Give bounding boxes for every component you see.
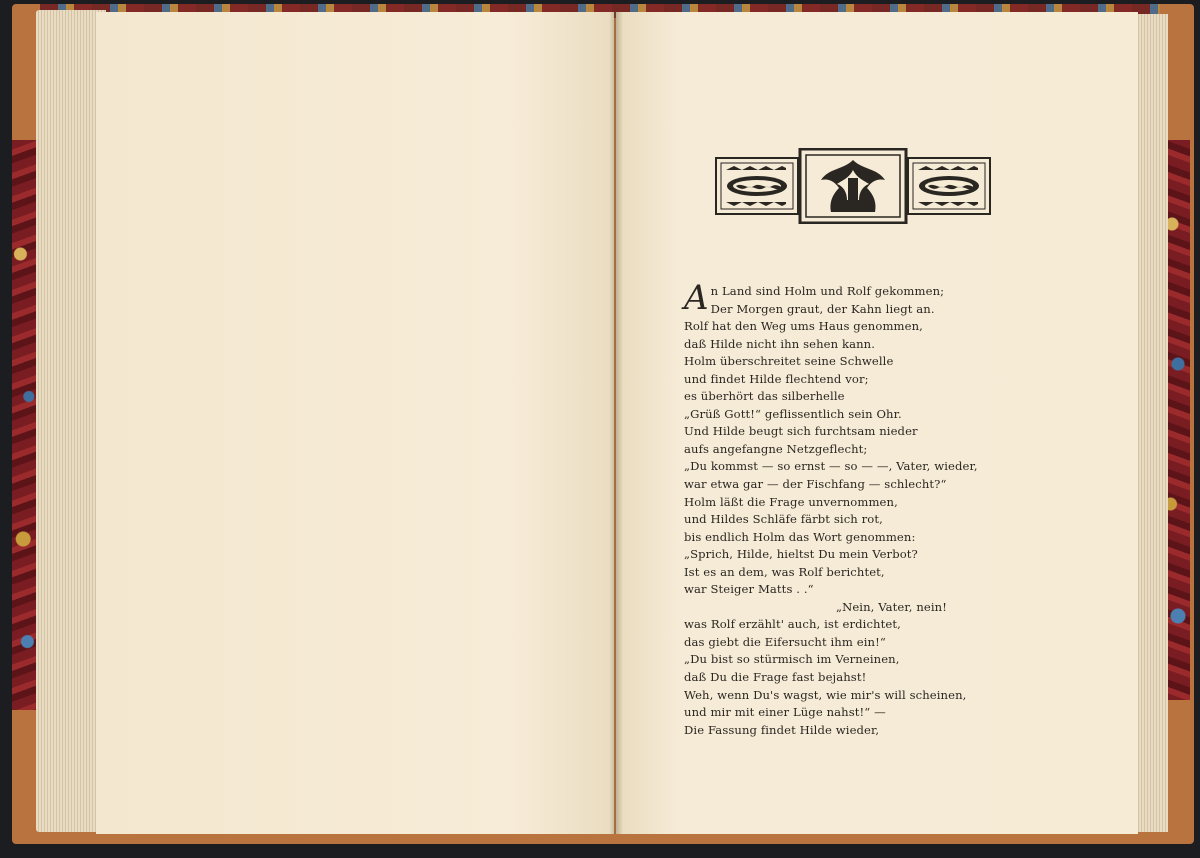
- drop-cap: A: [684, 278, 709, 318]
- poem-line-16: „Sprich, Hilde, hieltst Du mein Verbot?: [684, 547, 918, 562]
- poem-line-12: war etwa gar — der Fischfang — schlecht?“: [684, 477, 947, 492]
- poem-line-18: war Steiger Matts . .“: [684, 582, 814, 597]
- poem-line-14: und Hildes Schläfe färbt sich rot,: [684, 512, 883, 527]
- poem-line-15: bis endlich Holm das Wort genommen:: [684, 529, 916, 544]
- poem-line-17: Ist es an dem, was Rolf berichtet,: [684, 564, 885, 579]
- poem-line-8: „Grüß Gott!“ geflissentlich sein Ohr.: [684, 406, 902, 421]
- poem-line-19: „Nein, Vater, nein!: [836, 599, 947, 614]
- poem-line-26: Die Fassung findet Hilde wieder,: [684, 722, 880, 737]
- poem-line-22: „Du bist so stürmisch im Verneinen,: [684, 652, 900, 667]
- poem-text: [684, 278, 1014, 739]
- poem-line-1: An Land sind Holm und Rolf gekommen;: [684, 278, 945, 318]
- poem-line-3: Rolf hat den Weg ums Haus genommen,: [684, 319, 923, 334]
- poem-line-6: und findet Hilde flechtend vor;: [684, 371, 869, 386]
- poem-line-10: aufs angefangne Netzgeflecht;: [684, 441, 868, 456]
- decorative-headpiece-icon: [714, 148, 992, 224]
- book-gutter: [609, 12, 623, 834]
- poem-line-2: Der Morgen graut, der Kahn liegt an.: [710, 301, 935, 316]
- poem-line-25: und mir mit einer Lüge nahst!“ —: [684, 705, 886, 720]
- poem-line-20: was Rolf erzählt' auch, ist erdichtet,: [684, 617, 901, 632]
- poem-line-23: daß Du die Frage fast bejahst!: [684, 670, 867, 685]
- poem-line-9: Und Hilde beugt sich furchtsam nieder: [684, 424, 918, 439]
- poem-line-24: Weh, wenn Du's wagst, wie mir's will scheinen,: [684, 687, 967, 702]
- left-page: [96, 12, 614, 834]
- poem-line-4: daß Hilde nicht ihn sehen kann.: [684, 336, 876, 351]
- poem-line-13: Holm läßt die Frage unvernommen,: [684, 494, 898, 509]
- poem-line-21: das giebt die Eifersucht ihm ein!“: [684, 634, 886, 649]
- poem-line-11: „Du kommst — so ernst — so — —, Vater, wieder,: [684, 459, 978, 474]
- poem-line-5: Holm überschreitet seine Schwelle: [684, 354, 894, 369]
- poem-line-7: es überhört das silberhelle: [684, 389, 845, 404]
